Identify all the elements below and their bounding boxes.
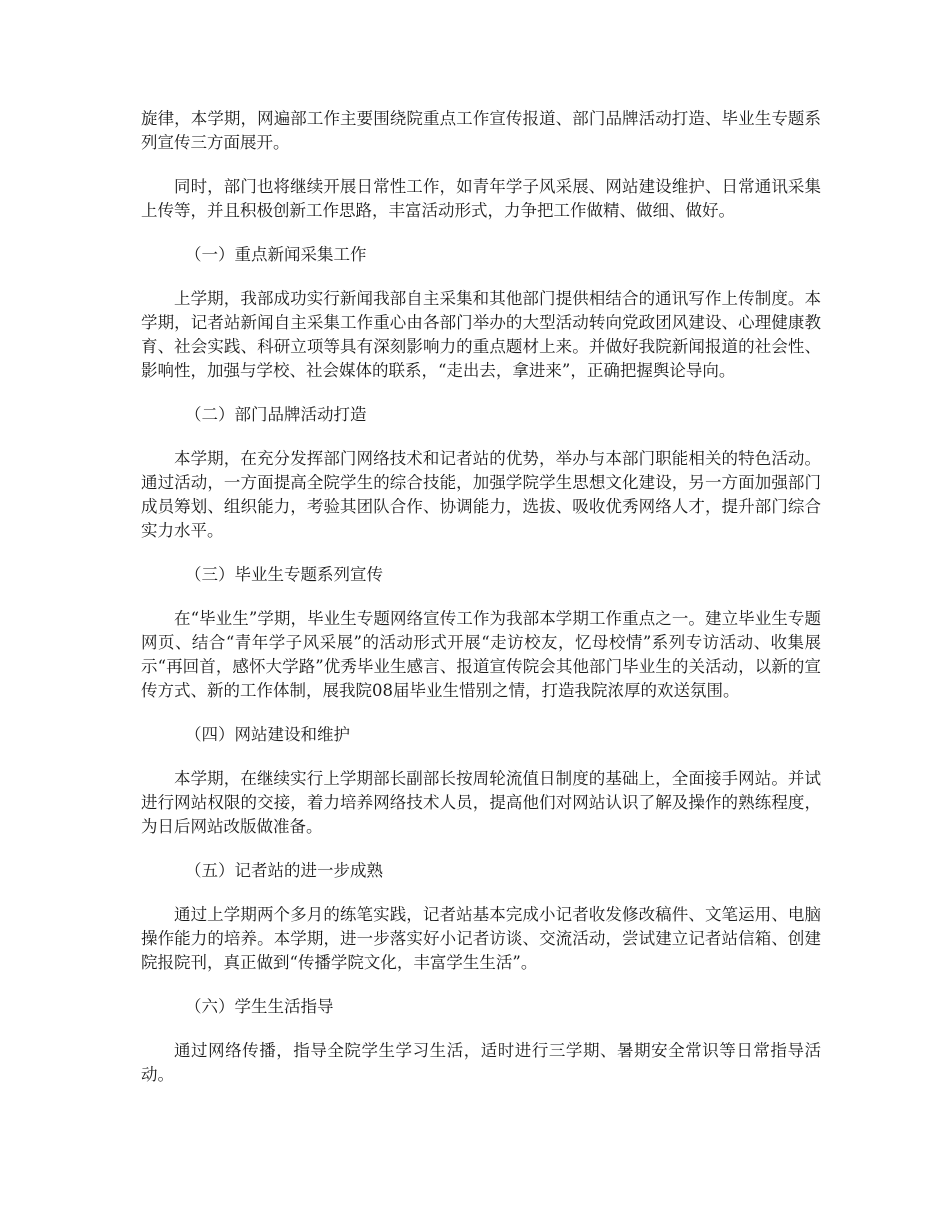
section-heading-brand-activities: （二）部门品牌活动打造 — [185, 405, 367, 424]
paragraph-student-guidance: 通过网络传播，指导全院学生学习生活，适时进行三学期、暑期安全常识等日常指导活动。 — [141, 1041, 821, 1084]
document-body — [141, 107, 821, 1107]
paragraph-news-collection: 上学期，我部成功实行新闻我部自主采集和其他部门提供相结合的通讯写作上传制度。本学期，记者站新闻自主采集工作重心由各部门举办的大型活动转向党政团风建设、心理健康教育、社会实践、科研立项等具有深刻影响力的重点题材上来。并做好我院新闻报道的社会性、影响性，加强与学校、社会媒体的联系，“走出去，拿进来”，正确把握舆论导向。 — [141, 289, 821, 380]
paragraph-website-maintenance: 本学期，在继续实行上学期部长副部长按周轮流值日制度的基础上，全面接手网站。并试进行网站权限的交接，着力培养网络技术人员，提高他们对网站认识了解及操作的熟练程度，为日后网站改版做准备。 — [141, 769, 821, 836]
section-heading-news-collection: （一）重点新闻采集工作 — [185, 245, 367, 264]
section-heading-website-maintenance: （四）网站建设和维护 — [185, 725, 350, 744]
paragraph-intro-continuation: 旋律，本学期，网遍部工作主要围绕院重点工作宣传报道、部门品牌活动打造、毕业生专题系列宣传三方面展开。 — [141, 109, 821, 152]
section-heading-reporter-station: （五）记者站的进一步成熟 — [185, 861, 383, 880]
section-heading-student-guidance: （六）学生生活指导 — [185, 997, 334, 1016]
paragraph-reporter-station: 通过上学期两个多月的练笔实践，记者站基本完成小记者收发修改稿件、文笔运用、电脑操作能力的培养。本学期，进一步落实好小记者访谈、交流活动，尝试建立记者站信箱、创建院报院刊，真正做到“传播学院文化，丰富学生生活”。 — [141, 905, 821, 972]
section-heading-graduate-publicity: （三）毕业生专题系列宣传 — [185, 565, 383, 584]
paragraph-daily-work: 同时，部门也将继续开展日常性工作，如青年学子风采展、网站建设维护、日常通讯采集上传等，并且积极创新工作思路，丰富活动形式，力争把工作做精、做细、做好。 — [141, 177, 821, 220]
paragraph-brand-activities: 本学期，在充分发挥部门网络技术和记者站的优势，举办与本部门职能相关的特色活动。通过活动，一方面提高全院学生的综合技能，加强学院学生思想文化建设，另一方面加强部门成员筹划、组织能力，考验其团队合作、协调能力，选拔、吸收优秀网络人才，提升部门综合实力水平。 — [141, 449, 821, 540]
paragraph-graduate-publicity: 在“毕业生”学期，毕业生专题网络宣传工作为我部本学期工作重点之一。建立毕业生专题网页、结合“青年学子风采展”的活动形式开展“走访校友，忆母校情”系列专访活动、收集展示“再回首，感怀大学路”优秀毕业生感言、报道宣传院会其他部门毕业生的关活动，以新的宣传方式、新的工作体制，展我院08届毕业生惜别之情，打造我院浓厚的欢送氛围。 — [141, 609, 821, 700]
